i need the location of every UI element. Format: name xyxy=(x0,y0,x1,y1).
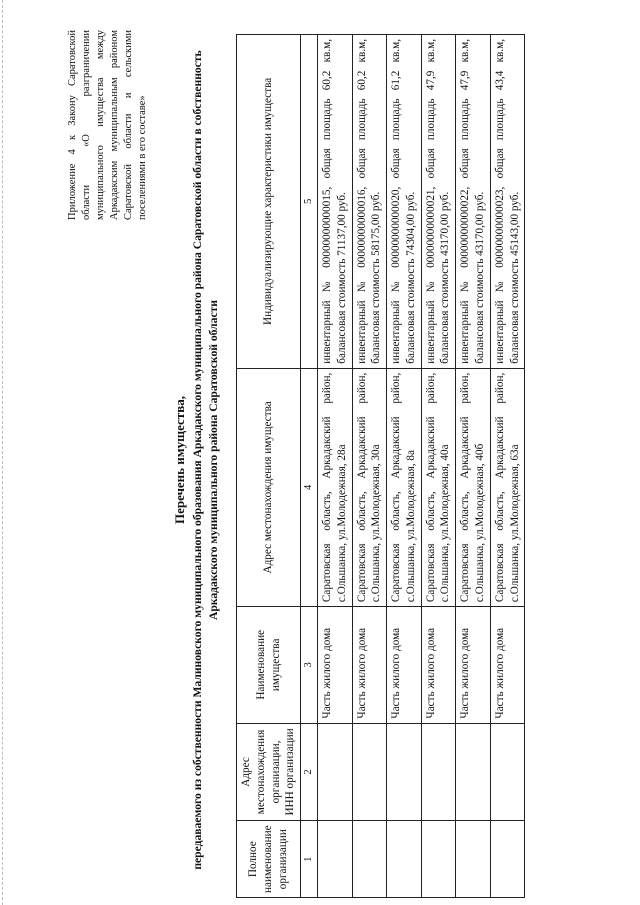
cell-property-address: Саратовская область, Аркадакский район, с.Ольшанка, ул.Молодежная, 8а xyxy=(387,368,422,606)
cell-property-details: инвентарный № 00000000000020, общая площадь 61,2 кв.м, балансовая стоимость 74304,00 руб. xyxy=(387,35,422,369)
cell-org-address xyxy=(317,723,352,821)
column-number: 5 xyxy=(301,35,318,369)
column-number: 3 xyxy=(301,607,318,724)
header-org-address: Адрес местонахождения организации, ИНН организации xyxy=(237,723,301,821)
table-row xyxy=(421,35,456,898)
property-table xyxy=(236,34,525,898)
cell-property-name: Часть жилого дома xyxy=(456,607,491,724)
cell-property-details: инвентарный № 00000000000023, общая площадь 43,4 кв.м, балансовая стоимость 45143,00 руб. xyxy=(490,35,525,369)
column-number: 1 xyxy=(301,821,318,898)
cell-property-name: Часть жилого дома xyxy=(352,607,387,724)
cell-property-name: Часть жилого дома xyxy=(387,607,422,724)
table-row xyxy=(352,35,387,898)
header-org-name: Полное наименование организации xyxy=(237,821,301,898)
cell-org-name xyxy=(421,821,456,898)
header-property-details: Индивидуализирующие характеристики имущества xyxy=(237,35,301,369)
column-number: 2 xyxy=(301,723,318,821)
cell-property-details: инвентарный № 00000000000015, общая площадь 60,2 кв.м, балансовая стоимость 71137,00 руб. xyxy=(317,35,352,369)
table-header-row xyxy=(237,35,301,898)
cell-org-address xyxy=(456,723,491,821)
header-property-name: Наименование имущества xyxy=(237,607,301,724)
appendix-note: Приложение 4 к Закону Саратовской области «О разграничении муниципального имущества между Аркадакским муниципальным районом Саратовской области и сельскими поселениями в его составе» xyxy=(67,30,148,220)
document-heading xyxy=(172,20,221,900)
column-number-row xyxy=(301,35,318,898)
table-row xyxy=(490,35,525,898)
cell-property-address: Саратовская область, Аркадакский район, с.Ольшанка, ул.Молодежная, 40а xyxy=(421,368,456,606)
cell-org-address xyxy=(352,723,387,821)
column-number: 4 xyxy=(301,368,318,606)
rotated-document-page xyxy=(30,20,620,900)
header-property-address: Адрес местонахождения имущества xyxy=(237,368,301,606)
table-row xyxy=(317,35,352,898)
cell-property-name: Часть жилого дома xyxy=(421,607,456,724)
table-row xyxy=(387,35,422,898)
cell-property-details: инвентарный № 00000000000016, общая площадь 60,2 кв.м, балансовая стоимость 58175,00 руб. xyxy=(352,35,387,369)
cell-property-address: Саратовская область, Аркадакский район, с.Ольшанка, ул.Молодежная, 30а xyxy=(352,368,387,606)
cell-org-name xyxy=(352,821,387,898)
cell-org-name xyxy=(456,821,491,898)
cell-property-address: Саратовская область, Аркадакский район, с.Ольшанка, ул.Молодежная, 40б xyxy=(456,368,491,606)
cell-org-address xyxy=(421,723,456,821)
cell-org-address xyxy=(490,723,525,821)
cell-property-details: инвентарный № 00000000000021, общая площадь 47,9 кв.м, балансовая стоимость 43170,00 руб. xyxy=(421,35,456,369)
cell-org-name xyxy=(317,821,352,898)
cell-org-name xyxy=(387,821,422,898)
table-row xyxy=(456,35,491,898)
cell-org-name xyxy=(490,821,525,898)
cell-org-address xyxy=(387,723,422,821)
cell-property-address: Саратовская область, Аркадакский район, с.Ольшанка, ул.Молодежная, 28а xyxy=(317,368,352,606)
document-title: Перечень имущества, xyxy=(172,396,187,524)
document-subtitle: передаваемого из собственности Малиновского муниципального образования Аркадакского муниципального района Саратовской области в собственность Аркадакского муниципального района Саратовской области xyxy=(191,50,220,870)
cell-property-address: Саратовская область, Аркадакский район, с.Ольшанка, ул.Молодежная, 63а xyxy=(490,368,525,606)
cell-property-name: Часть жилого дома xyxy=(490,607,525,724)
cell-property-name: Часть жилого дома xyxy=(317,607,352,724)
page-edge-line xyxy=(2,0,3,905)
cell-property-details: инвентарный № 00000000000022, общая площадь 47,9 кв.м, балансовая стоимость 43170,00 руб. xyxy=(456,35,491,369)
